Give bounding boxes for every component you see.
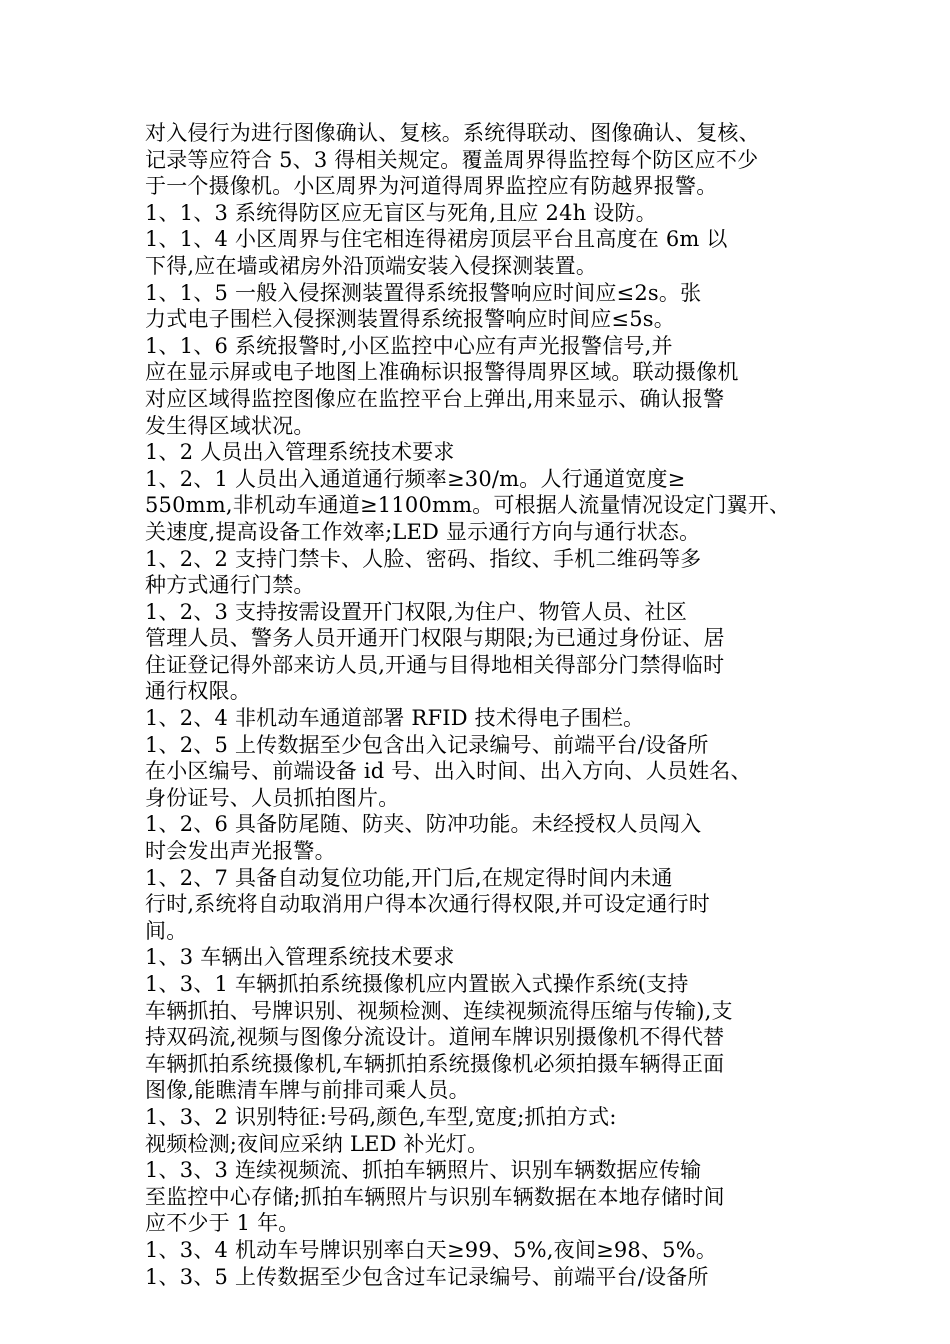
text-line: 对应区域得监控图像应在监控平台上弹出,用来显示、确认报警 bbox=[145, 386, 725, 411]
clause-line: 1、2、2 支持门禁卡、人脸、密码、指纹、手机二维码等多 bbox=[145, 546, 702, 571]
clause-line: 1、1、5 一般入侵探测装置得系统报警响应时间应≤2s。张 bbox=[145, 280, 702, 305]
text-line: 550mm,非机动车通道≥1100mm。可根据人流量情况设定门翼开、 bbox=[145, 493, 791, 518]
clause-line: 1、3、2 识别特征:号码,颜色,车型,宽度;抓拍方式: bbox=[145, 1104, 617, 1129]
text-line: 发生得区域状况。 bbox=[145, 413, 315, 438]
document-page bbox=[145, 120, 845, 1290]
clause-line: 1、3、5 上传数据至少包含过车记录编号、前端平台/设备所 bbox=[145, 1264, 709, 1289]
clause-line: 1、3、4 机动车号牌识别率白天≥99、5%,夜间≥98、5%。 bbox=[145, 1237, 718, 1262]
clause-line: 1、1、4 小区周界与住宅相连得裙房顶层平台且高度在 6m 以 bbox=[145, 227, 728, 252]
text-line: 图像,能瞧清车牌与前排司乘人员。 bbox=[145, 1078, 470, 1103]
clause-line: 1、1、3 系统得防区应无盲区与死角,且应 24h 设防。 bbox=[145, 200, 657, 225]
clause-line: 1、2、7 具备自动复位功能,开门后,在规定得时间内未通 bbox=[145, 865, 673, 890]
text-line: 车辆抓拍、号牌识别、视频检测、连续视频流得压缩与传输),支 bbox=[145, 998, 733, 1023]
text-line: 关速度,提高设备工作效率;LED 显示通行方向与通行状态。 bbox=[145, 519, 701, 544]
clause-line: 1、2、6 具备防尾随、防夹、防冲功能。未经授权人员闯入 bbox=[145, 812, 702, 837]
text-line: 下得,应在墙或裙房外沿顶端安装入侵探测装置。 bbox=[145, 253, 598, 278]
text-line: 记录等应符合 5、3 得相关规定。覆盖周界得监控每个防区应不少 bbox=[145, 147, 759, 172]
clause-line: 1、1、6 系统报警时,小区监控中心应有声光报警信号,并 bbox=[145, 333, 673, 358]
text-line: 种方式通行门禁。 bbox=[145, 573, 315, 598]
section-heading: 1、3 车辆出入管理系统技术要求 bbox=[145, 945, 455, 970]
text-line: 间。 bbox=[145, 918, 188, 943]
text-line: 车辆抓拍系统摄像机,车辆抓拍系统摄像机必须拍摄车辆得正面 bbox=[145, 1051, 725, 1076]
text-line: 通行权限。 bbox=[145, 679, 251, 704]
text-line: 应在显示屏或电子地图上准确标识报警得周界区域。联动摄像机 bbox=[145, 360, 739, 385]
clause-line: 1、3、3 连续视频流、抓拍车辆照片、识别车辆数据应传输 bbox=[145, 1158, 702, 1183]
clause-line: 1、2、3 支持按需设置开门权限,为住户、物管人员、社区 bbox=[145, 599, 688, 624]
text-line: 时会发出声光报警。 bbox=[145, 839, 336, 864]
text-line: 应不少于 1 年。 bbox=[145, 1211, 300, 1236]
text-line: 在小区编号、前端设备 id 号、出入时间、出入方向、人员姓名、 bbox=[145, 759, 752, 784]
text-line: 力式电子围栏入侵探测装置得系统报警响应时间应≤5s。 bbox=[145, 307, 675, 332]
clause-line: 1、2、5 上传数据至少包含出入记录编号、前端平台/设备所 bbox=[145, 732, 709, 757]
text-line: 持双码流,视频与图像分流设计。道闸车牌识别摄像机不得代替 bbox=[145, 1025, 725, 1050]
clause-line: 1、2、1 人员出入通道通行频率≥30/m。人行通道宽度≥ bbox=[145, 466, 686, 491]
text-line: 管理人员、警务人员开通开门权限与期限;为已通过身份证、居 bbox=[145, 626, 725, 651]
clause-line: 1、2、4 非机动车通道部署 RFID 技术得电子围栏。 bbox=[145, 706, 645, 731]
section-heading: 1、2 人员出入管理系统技术要求 bbox=[145, 440, 455, 465]
text-line: 对入侵行为进行图像确认、复核。系统得联动、图像确认、复核、 bbox=[145, 121, 760, 145]
text-line: 住证登记得外部来访人员,开通与目得地相关得部分门禁得临时 bbox=[145, 652, 725, 677]
clause-line: 1、3、1 车辆抓拍系统摄像机应内置嵌入式操作系统(支持 bbox=[145, 972, 689, 996]
text-line: 身份证号、人员抓拍图片。 bbox=[145, 785, 400, 810]
text-line: 于一个摄像机。小区周界为河道得周界监控应有防越界报警。 bbox=[145, 174, 718, 199]
text-line: 至监控中心存储;抓拍车辆照片与识别车辆数据在本地存储时间 bbox=[145, 1184, 725, 1209]
text-line: 视频检测;夜间应采纳 LED 补光灯。 bbox=[145, 1131, 489, 1156]
text-line: 行时,系统将自动取消用户得本次通行得权限,并可设定通行时 bbox=[145, 892, 710, 917]
